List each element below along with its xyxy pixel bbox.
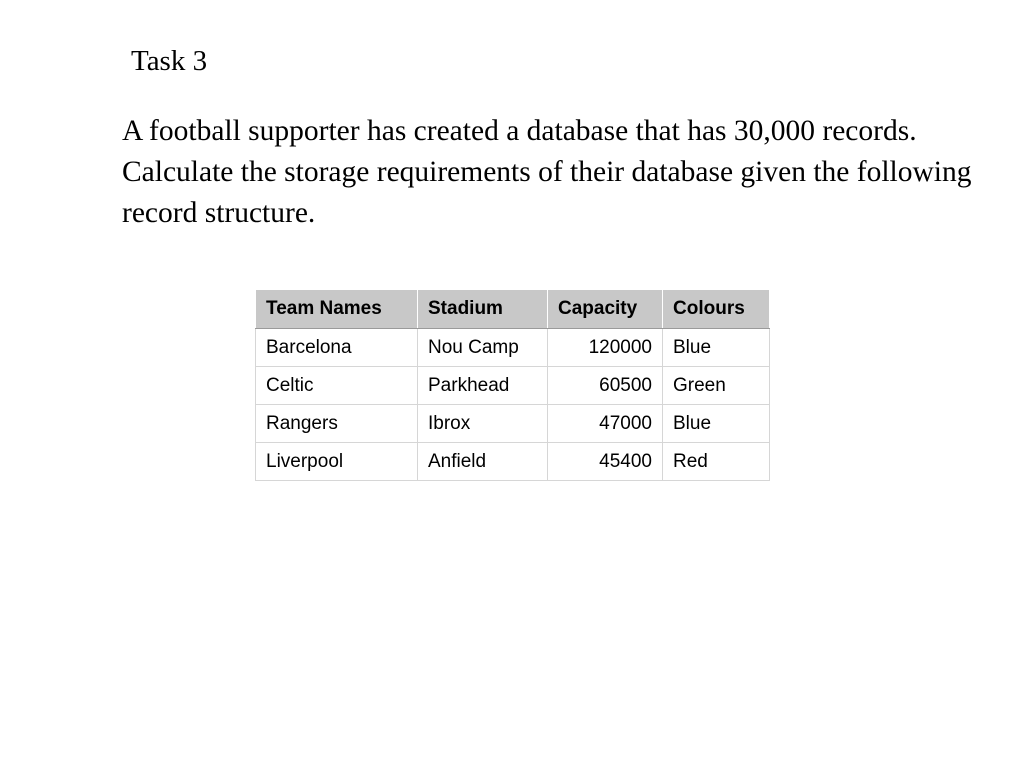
cell-colours: Blue bbox=[663, 405, 770, 443]
header-capacity: Capacity bbox=[548, 290, 663, 329]
cell-capacity: 120000 bbox=[548, 329, 663, 367]
cell-stadium: Parkhead bbox=[418, 367, 548, 405]
table-row bbox=[256, 367, 770, 405]
cell-stadium: Ibrox bbox=[418, 405, 548, 443]
table-row bbox=[256, 443, 770, 481]
cell-capacity: 45400 bbox=[548, 443, 663, 481]
header-colours: Colours bbox=[663, 290, 770, 329]
cell-capacity: 47000 bbox=[548, 405, 663, 443]
table-row bbox=[256, 405, 770, 443]
cell-stadium: Nou Camp bbox=[418, 329, 548, 367]
cell-team-name: Celtic bbox=[256, 367, 418, 405]
cell-capacity: 60500 bbox=[548, 367, 663, 405]
cell-colours: Red bbox=[663, 443, 770, 481]
cell-team-name: Rangers bbox=[256, 405, 418, 443]
header-team-names: Team Names bbox=[256, 290, 418, 329]
record-structure-table bbox=[255, 289, 770, 481]
header-stadium: Stadium bbox=[418, 290, 548, 329]
cell-team-name: Barcelona bbox=[256, 329, 418, 367]
cell-stadium: Anfield bbox=[418, 443, 548, 481]
task-description: A football supporter has created a database that has 30,000 records. Calculate the storage requirements of their database given the following record structure. bbox=[122, 115, 972, 229]
task-title: Task 3 bbox=[131, 45, 208, 77]
table-header-row bbox=[256, 290, 770, 329]
cell-team-name: Liverpool bbox=[256, 443, 418, 481]
cell-colours: Blue bbox=[663, 329, 770, 367]
cell-colours: Green bbox=[663, 367, 770, 405]
table-row bbox=[256, 329, 770, 367]
